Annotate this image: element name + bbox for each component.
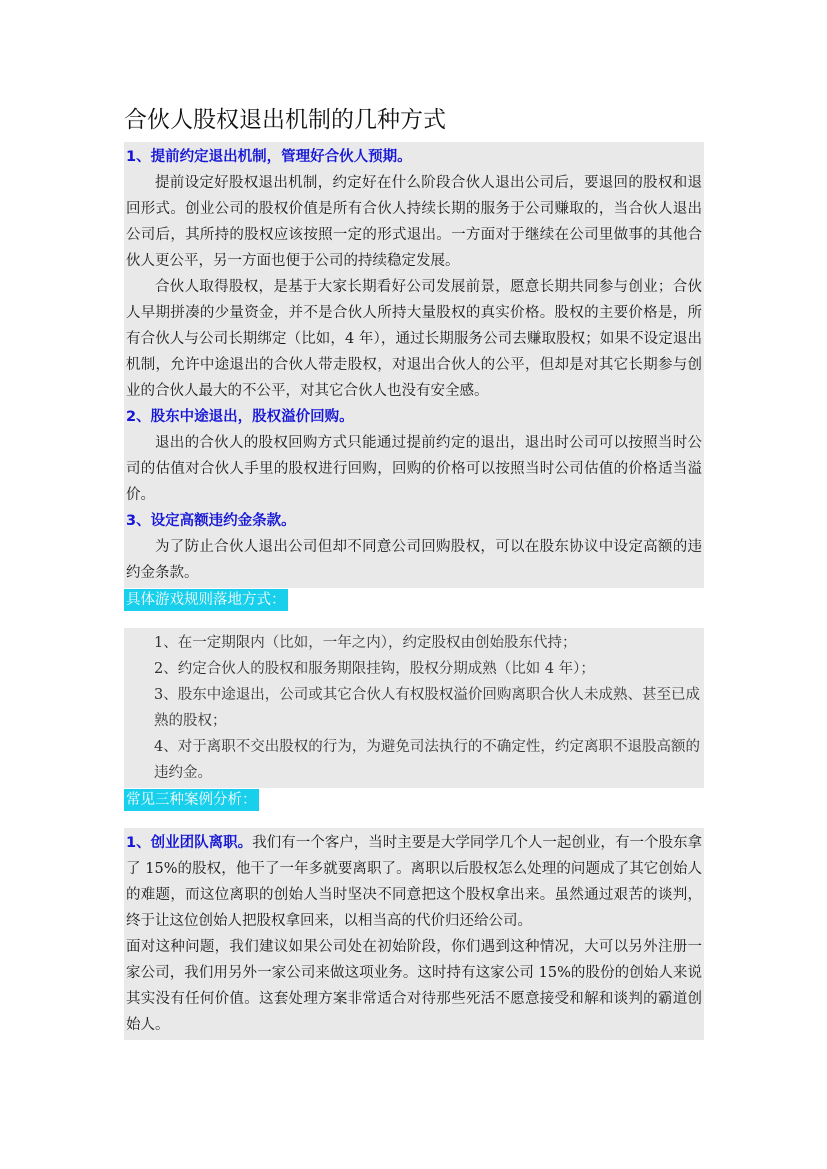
list-item: 1、在一定期限内（比如，一年之内），约定股权由创始股东代持； <box>154 635 577 651</box>
section-2-heading: 2、股东中途退出，股权溢价回购。 <box>126 409 354 425</box>
cases-label-row <box>124 788 704 812</box>
list-item: 2、约定合伙人的股权和服务期限挂钩，股权分期成熟（比如 4 年）； <box>154 661 595 677</box>
case-1-text: 我们有一个客户，当时主要是大学同学几个人一起创业，有一个股东拿了 15%的股权，他干了一年多就要离职了。离职以后股权怎么处理的问题成了其它创始人的难题，而这位离职的创始人当时坚决不同意把这个股权拿出来。虽然通过艰苦的谈判，终于让这位创始人把股权拿回来，以相当高的代价归还给公司。 <box>126 835 702 929</box>
case-1-paragraph <box>126 830 702 934</box>
rules-label-row <box>124 588 704 612</box>
list-item: 3、股东中途退出，公司或其它合伙人有权股权溢价回购离职合伙人未成熟、甚至已成熟的股权； <box>154 687 700 729</box>
rules-label: 具体游戏规则落地方式： <box>124 589 288 611</box>
section-1 <box>124 142 704 588</box>
cases-block <box>124 828 704 1040</box>
cases-label: 常见三种案例分析： <box>124 789 259 811</box>
spacer <box>124 812 704 828</box>
spacer <box>124 612 704 628</box>
section-1-paragraph: 提前设定好股权退出机制，约定好在什么阶段合伙人退出公司后，要退回的股权和退回形式。创业公司的股权价值是所有合伙人持续长期的服务于公司赚取的，当合伙人退出公司后，其所持的股权应该按照一定的形式退出。一方面对于继续在公司里做事的其他合伙人更公平，另一方面也便于公司的持续稳定发展。 <box>126 175 702 269</box>
case-1-heading: 1、创业团队离职。 <box>126 835 253 851</box>
case-1-followup: 面对这种问题，我们建议如果公司处在初始阶段，你们遇到这种情况，大可以另外注册一家公司，我们用另外一家公司来做这项业务。这时持有这家公司 15%的股份的创始人来说其实没有任何价值。这套处理方案非常适合对待那些死活不愿意接受和解和谈判的霸道创始人。 <box>126 939 702 1033</box>
section-2-paragraph: 退出的合伙人的股权回购方式只能通过提前约定的退出，退出时公司可以按照当时公司的估值对合伙人手里的股权进行回购，回购的价格可以按照当时公司估值的价格适当溢价。 <box>126 435 702 503</box>
section-1-paragraph: 合伙人取得股权，是基于大家长期看好公司发展前景，愿意长期共同参与创业；合伙人早期拼凑的少量资金，并不是合伙人所持大量股权的真实价格。股权的主要价格是，所有合伙人与公司长期绑定（比如，4 年），通过长期服务公司去赚取股权；如果不设定退出机制，允许中途退出的合伙人带走股权，对退出合伙人的公平，但却是对其它长期参与创业的合伙人最大的不公平，对其它合伙人也没有安全感。 <box>126 279 702 399</box>
list-item: 4、对于离职不交出股权的行为，为避免司法执行的不确定性，约定离职不退股高额的违约金。 <box>154 739 700 781</box>
section-3-heading: 3、设定高额违约金条款。 <box>126 513 296 529</box>
document-page <box>124 104 704 1040</box>
section-3-paragraph: 为了防止合伙人退出公司但却不同意公司回购股权，可以在股东协议中设定高额的违约金条款。 <box>126 539 702 581</box>
section-1-heading: 1、提前约定退出机制，管理好合伙人预期。 <box>126 149 412 165</box>
rules-list <box>124 628 704 788</box>
page-title: 合伙人股权退出机制的几种方式 <box>124 107 446 133</box>
